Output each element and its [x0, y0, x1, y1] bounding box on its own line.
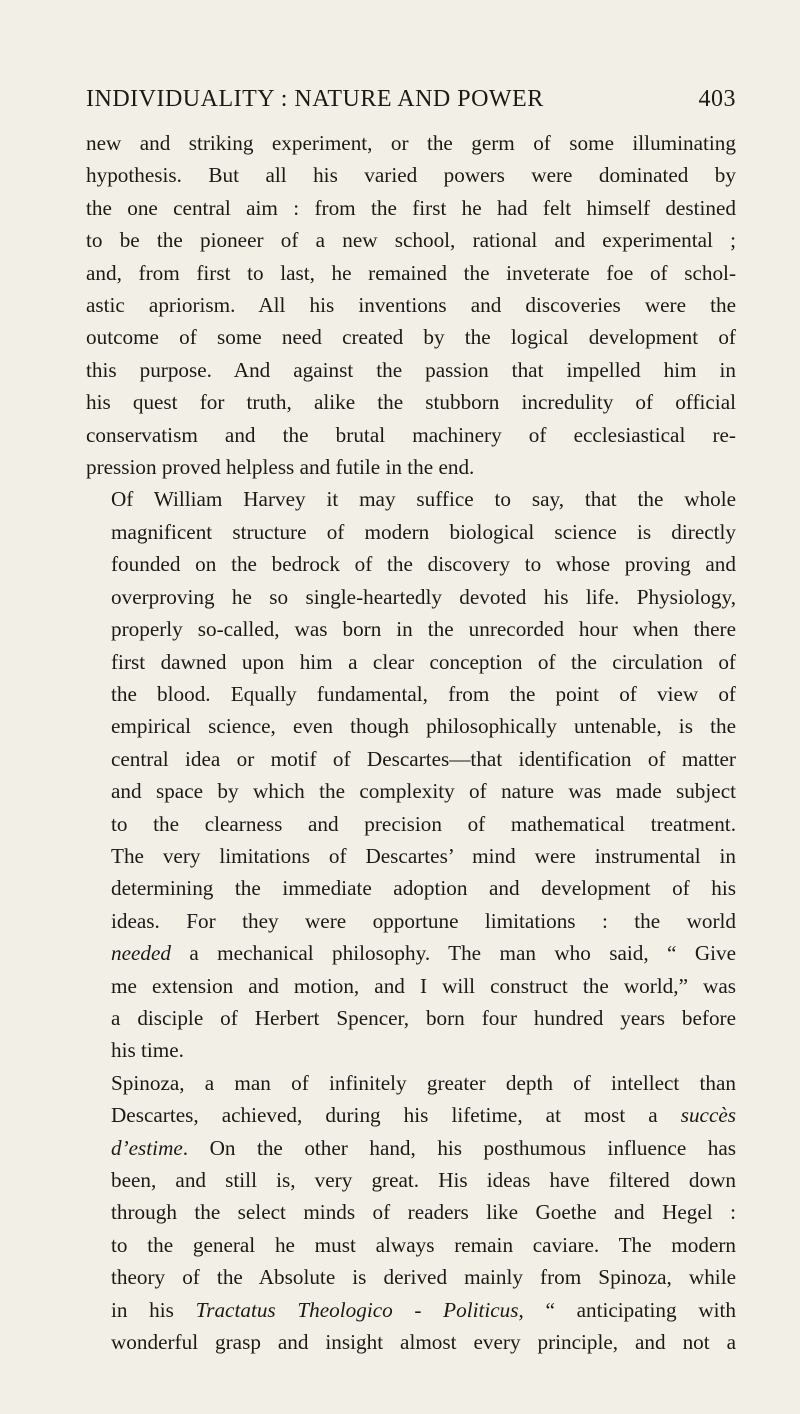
book-page [86, 86, 736, 1358]
text-line: and, from first to last, he remained the inveterate foe of schol- [86, 260, 736, 285]
text-line: this purpose. And against the passion that impelled him in [86, 357, 736, 382]
text-line: The very limitations of Descartes’ mind were instrumental in [111, 843, 736, 868]
text-line: properly so-called, was born in the unrecorded hour when there [111, 617, 736, 642]
text-line: needed a mechanical philosophy. The man who said, “ Give [111, 941, 736, 966]
text-line: to the clearness and precision of mathematical treatment. [111, 811, 736, 836]
text-line: a disciple of Herbert Spencer, born four hundred years before [111, 1005, 736, 1030]
text-line: new and striking experiment, or the germ of some illuminating [86, 131, 736, 155]
chapter-title: INDIVIDUALITY : NATURE AND POWER [86, 86, 544, 112]
paragraph [86, 1067, 736, 1359]
text-line: ideas. For they were opportune limitations : the world [111, 908, 736, 933]
text-line: outcome of some need created by the logical development of [86, 325, 736, 350]
body-text [86, 127, 736, 1358]
text-line: his time. [111, 1038, 184, 1063]
text-line: conservatism and the brutal machinery of ecclesiastical re- [86, 422, 736, 447]
text-line: through the select minds of readers like Goethe and Hegel : [111, 1200, 736, 1225]
text-line: to be the pioneer of a new school, rational and experimental ; [86, 228, 736, 253]
text-line: theory of the Absolute is derived mainly from Spinoza, while [111, 1265, 736, 1290]
text-line: hypothesis. But all his varied powers were dominated by [86, 163, 736, 188]
text-line: been, and still is, very great. His ideas have filtered down [111, 1168, 736, 1192]
text-line: the blood. Equally fundamental, from the point of view of [111, 681, 736, 706]
text-line: first dawned upon him a clear conception of the circulation of [111, 649, 736, 674]
paragraph [86, 483, 736, 1066]
text-line: d’estime. On the other hand, his posthumous influence has [111, 1135, 736, 1160]
text-line: Descartes, achieved, during his lifetime, at most a succès [111, 1103, 736, 1128]
text-line: magnificent structure of modern biological science is directly [111, 519, 736, 544]
text-line: the one central aim : from the first he had felt himself destined [86, 195, 736, 220]
text-line: and space by which the complexity of nature was made subject [111, 779, 736, 804]
text-line: Spinoza, a man of infinitely greater depth of intellect than [111, 1070, 736, 1095]
page-number: 403 [698, 86, 736, 112]
text-line: his quest for truth, alike the stubborn incredulity of official [86, 390, 736, 415]
text-line: overproving he so single-heartedly devoted his life. Physiology, [111, 584, 736, 609]
text-line: in his Tractatus Theologico - Politicus, “ anticipating with [111, 1297, 736, 1322]
text-line: founded on the bedrock of the discovery to whose proving and [111, 552, 736, 577]
text-line: pression proved helpless and futile in the end. [86, 455, 475, 480]
text-line: Of William Harvey it may suffice to say, that the whole [111, 487, 736, 512]
text-line: central idea or motif of Descartes—that identification of matter [111, 746, 736, 771]
text-line: to the general he must always remain caviare. The modern [111, 1232, 736, 1257]
text-line: empirical science, even though philosophically untenable, is the [111, 714, 736, 739]
paragraph [86, 127, 736, 483]
text-line: me extension and motion, and I will construct the world,” was [111, 973, 736, 998]
text-line: determining the immediate adoption and development of his [111, 876, 736, 901]
text-line: astic apriorism. All his inventions and discoveries were the [86, 293, 736, 318]
text-line: wonderful grasp and insight almost every principle, and not a [111, 1330, 736, 1355]
running-header [86, 86, 736, 113]
